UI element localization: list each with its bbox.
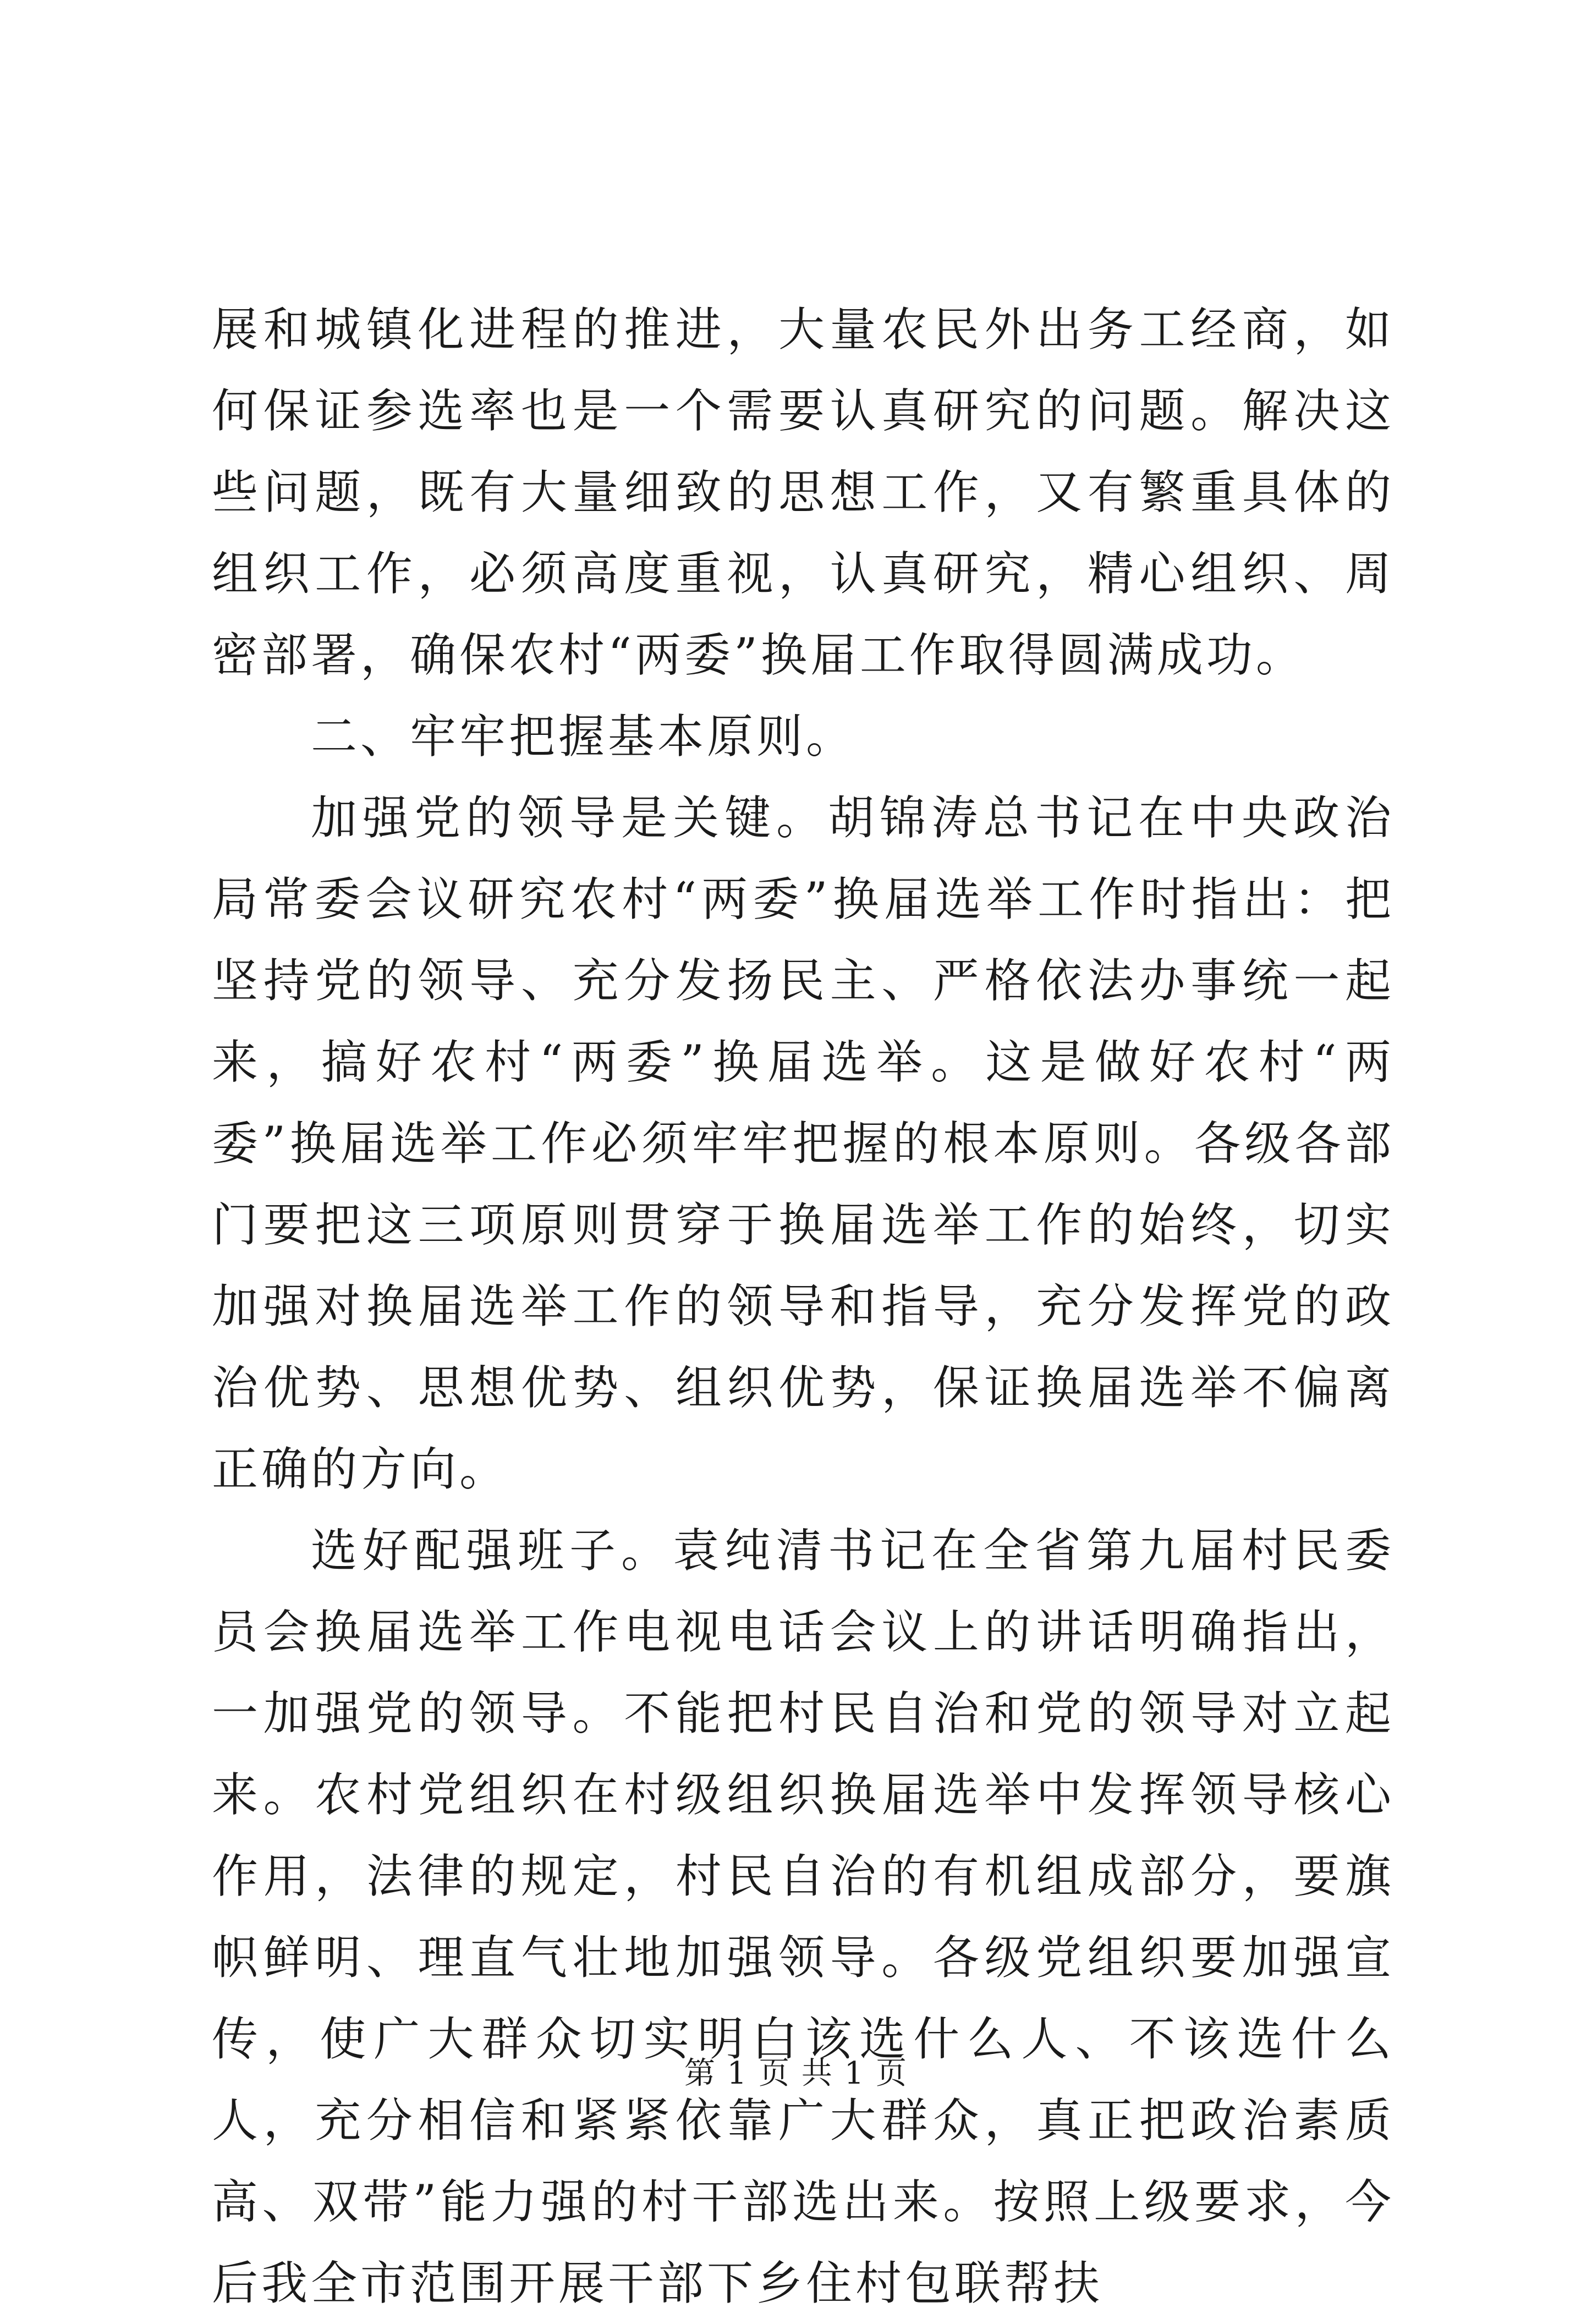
page-number: 第 1 页 共 1 页	[684, 2056, 908, 2091]
paragraph-team-selection: 选好配强班子。袁纯清书记在全省第九届村民委员会换届选举工作电视电话会议上的讲话明确指出，一加强党的领导。不能把村民自治和党的领导对立起来。农村党组织在村级组织换届选举中发挥领导核心作用，法律的规定，村民自治的有机组成部分，要旗帜鲜明、理直气壮地加强领导。各级党组织要加强宣传，使广大群众切实明白该选什么人、不该选什么人，充分相信和紧紧依靠广大群众，真正把政治素质高、双带”能力强的村干部选出来。按照上级要求，今后我全市范围开展干部下乡住村包联帮扶	[212, 1524, 1395, 2310]
document-body	[212, 289, 1395, 2324]
page-footer	[0, 2054, 1592, 2093]
section-heading: 二、牢牢把握基本原则。	[311, 710, 856, 763]
paragraph-continuation: 展和城镇化进程的推进，大量农民外出务工经商，如何保证参选率也是一个需要认真研究的问题。解决这些问题，既有大量细致的思想工作，又有繁重具体的组织工作，必须高度重视，认真研究，精心组织、周密部署，确保农村“两委”换届工作取得圆满成功。	[212, 303, 1395, 682]
paragraph-party-leadership: 加强党的领导是关键。胡锦涛总书记在中央政治局常委会议研究农村“两委”换届选举工作时指出：把坚持党的领导、充分发扬民主、严格依法办事统一起来，搞好农村“两委”换届选举。这是做好农村“两委”换届选举工作必须牢牢把握的根本原则。各级各部门要把这三项原则贯穿于换届选举工作的始终，切实加强对换届选举工作的领导和指导，充分发挥党的政治优势、思想优势、组织优势，保证换届选举不偏离正确的方向。	[212, 791, 1395, 1496]
